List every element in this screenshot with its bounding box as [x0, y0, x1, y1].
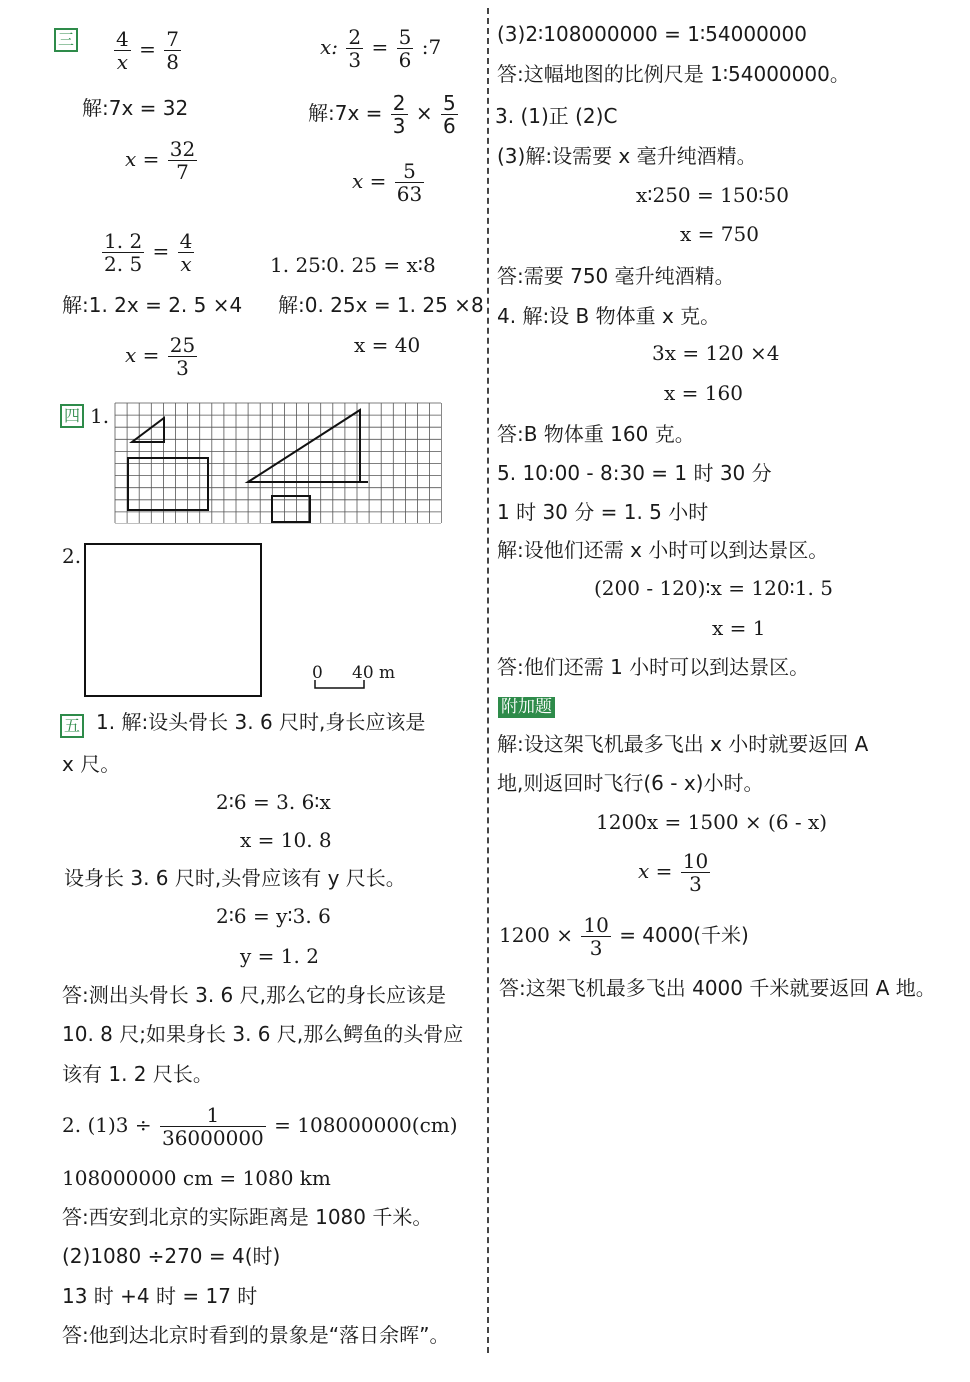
s5-line8: 答:测出头骨长 3. 6 尺,那么它的身长应该是 — [62, 983, 446, 1007]
s3-p2-step1 — [308, 92, 460, 137]
section-5-badge: 五 — [60, 714, 84, 738]
r-line14: 解:设他们还需 x 小时可以到达景区。 — [497, 538, 829, 562]
frac-den: 6 — [398, 48, 412, 72]
q2-post: = 108000000(cm) — [274, 1113, 458, 1137]
extra-question-badge: 附加题 — [498, 697, 555, 718]
small-rectangle — [128, 458, 208, 510]
var-x: x = — [125, 147, 160, 171]
frac-num: 25 — [169, 333, 196, 357]
s5-line16: 答:他到达北京时看到的景象是“落日余晖”。 — [62, 1323, 450, 1347]
q2-prefix: 2. (1)3 ÷ — [62, 1113, 152, 1137]
s3-p1-step2 — [125, 138, 199, 183]
r-line3: 3. (1)正 (2)C — [495, 104, 618, 128]
var-x: x = — [352, 169, 387, 193]
frac-num: 4 — [116, 27, 129, 51]
section-4-badge: 四 — [60, 404, 84, 428]
r-line11: 答:B 物体重 160 克。 — [497, 422, 695, 446]
frac-num: 5 — [395, 160, 424, 183]
eq-tail: :7 — [421, 35, 442, 59]
frac-num: 5 — [443, 91, 456, 115]
frac-den: 3 — [589, 936, 603, 960]
r-line19: 地,则返回时飞行(6 - x)小时。 — [497, 771, 764, 795]
r-line22 — [499, 914, 749, 959]
r-line5: x∶250 = 150∶50 — [636, 183, 789, 207]
s5-line3: 2∶6 = 3. 6∶x — [216, 790, 331, 814]
frac-den: x — [180, 252, 192, 276]
r-line20: 1200x = 1500 × (6 - x) — [596, 810, 828, 834]
frac-den: 8 — [166, 50, 179, 74]
frac-num: 10 — [682, 849, 709, 873]
frac-den: 3 — [176, 356, 189, 380]
frac-num: 4 — [179, 229, 193, 253]
s5-line13: 答:西安到北京的实际距离是 1080 千米。 — [62, 1205, 433, 1229]
frac-den: 63 — [396, 182, 423, 206]
s5-line12: 108000000 cm = 1080 km — [62, 1166, 331, 1190]
frac-num: 7 — [166, 27, 179, 51]
var-x: x = — [638, 859, 673, 883]
r-line1: (3)2∶108000000 = 1∶54000000 — [497, 22, 807, 46]
times-sign: × — [415, 101, 433, 125]
s3-p2-equation — [320, 26, 441, 71]
eq-sign: = — [139, 37, 156, 61]
var-x: x = — [125, 343, 160, 367]
r-line17: 答:他们还需 1 小时可以到达景区。 — [497, 655, 810, 679]
s5-line1: 1. 解:设头骨长 3. 6 尺时,身长应该是 — [96, 710, 426, 734]
frac-den: 6 — [443, 114, 456, 138]
s5-line14: (2)1080 ÷270 = 4(时) — [62, 1244, 281, 1268]
s4-q1-label: 1. — [90, 404, 110, 428]
s4-q2-label: 2. — [62, 544, 82, 568]
s5-line5: 设身长 3. 6 尺时,头骨应该有 y 尺长。 — [64, 866, 406, 890]
var-x: x: — [320, 35, 339, 59]
frac-den: x — [116, 50, 128, 74]
frac-num: 2 — [392, 91, 406, 115]
s3-p2-step2 — [352, 160, 426, 205]
r-line23: 答:这架飞机最多飞出 4000 千米就要返回 A 地。 — [499, 976, 936, 1000]
s5-line2: x 尺。 — [62, 752, 121, 776]
frac-num: 10 — [583, 913, 609, 937]
eq-sign: = — [152, 239, 170, 263]
s3-p3-step2 — [125, 334, 199, 379]
r-line4: (3)解:设需要 x 毫升纯酒精。 — [497, 144, 757, 168]
r-line12: 5. 10:00 - 8:30 = 1 时 30 分 — [497, 461, 772, 485]
s3-p4-step2: x = 40 — [354, 333, 421, 357]
r-line18: 解:设这架飞机最多飞出 x 小时就要返回 A — [497, 732, 869, 756]
frac-num: 2 — [348, 25, 362, 49]
frac-den: 2. 5 — [104, 252, 143, 276]
r-line8: 4. 解:设 B 物体重 x 克。 — [497, 304, 721, 328]
s3-p1-equation — [112, 28, 183, 73]
r22-post: = 4000(千米) — [619, 923, 749, 947]
frac-den: 7 — [176, 160, 189, 184]
s5-line10: 该有 1. 2 尺长。 — [62, 1062, 213, 1086]
r-line6: x = 750 — [680, 222, 759, 246]
small-triangle — [132, 418, 164, 442]
s5-line4: x = 10. 8 — [240, 828, 332, 852]
s3-p1-step1: 解:7x = 32 — [82, 96, 189, 120]
scale-square — [84, 543, 262, 697]
s3-p3-equation — [100, 230, 196, 275]
scale-value: 40 m — [352, 663, 396, 683]
r-line9: 3x = 120 ×4 — [652, 341, 780, 365]
s3-p3-step1: 解:1. 2x = 2. 5 ×4 — [62, 293, 243, 317]
r-line7: 答:需要 750 毫升纯酒精。 — [497, 264, 735, 288]
eq-sign: = — [371, 35, 389, 59]
r-line10: x = 160 — [664, 381, 743, 405]
r-line13: 1 时 30 分 = 1. 5 小时 — [497, 500, 709, 524]
s5-q2-equation — [62, 1104, 458, 1149]
s5-line15: 13 时 +4 时 = 17 时 — [62, 1284, 258, 1308]
r22-prefix: 1200 × — [499, 923, 574, 947]
large-triangle — [248, 410, 360, 482]
frac-num: 5 — [398, 25, 412, 49]
scale-zero: 0 — [312, 663, 323, 683]
frac-den: 3 — [689, 872, 702, 896]
s3-p4-equation: 1. 25∶0. 25 = x∶8 — [270, 253, 436, 277]
step-prefix: 解:7x = — [308, 101, 383, 125]
s5-line9: 10. 8 尺;如果身长 3. 6 尺,那么鳄鱼的头骨应 — [62, 1022, 464, 1046]
frac-num: 32 — [169, 137, 196, 161]
r-line15: (200 - 120)∶x = 120∶1. 5 — [594, 576, 833, 600]
r-line21 — [638, 850, 712, 895]
column-divider — [487, 8, 489, 1353]
frac-num: 1 — [160, 1104, 266, 1127]
frac-den: 3 — [348, 48, 362, 72]
s5-line6: 2∶6 = y∶3. 6 — [216, 904, 331, 928]
scale-bar — [314, 680, 374, 690]
frac-num: 1. 2 — [104, 229, 143, 253]
frac-den: 3 — [392, 114, 406, 138]
r-line16: x = 1 — [712, 616, 766, 640]
grid-figure — [114, 402, 442, 524]
frac-den: 36000000 — [161, 1126, 264, 1150]
s3-p4-step1: 解:0. 25x = 1. 25 ×8 — [278, 293, 484, 317]
r-line2: 答:这幅地图的比例尺是 1∶54000000。 — [497, 62, 850, 86]
s5-line7: y = 1. 2 — [240, 944, 319, 968]
section-3-badge: 三 — [54, 28, 78, 52]
